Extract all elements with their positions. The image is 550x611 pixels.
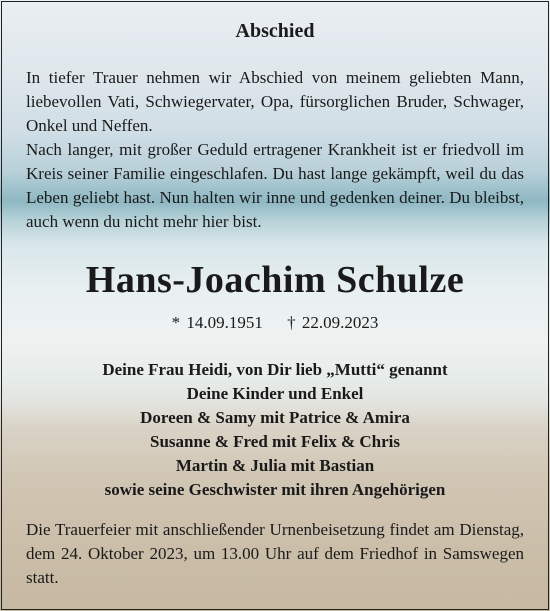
family-line: Doreen & Samy mit Patrice & Amira — [140, 408, 410, 427]
family-line: Deine Kinder und Enkel — [186, 384, 364, 403]
life-dates — [0, 313, 550, 333]
heading: Abschied — [235, 20, 315, 42]
intro-paragraph-1: In tiefer Trauer nehmen wir Abschied von meinem geliebten Mann, liebevollen Vati, Schwiegervater, Opa, fürsorglichen Bruder, Schwager, Onkel und Neffen. — [26, 68, 524, 135]
family-list — [0, 358, 550, 502]
deceased-name: Hans-Joachim Schulze — [85, 259, 465, 301]
family-line: Deine Frau Heidi, von Dir lieb „Mutti“ genannt — [102, 360, 448, 379]
birth-date: * 14.09.1951 — [171, 313, 263, 332]
family-line: Susanne & Fred mit Felix & Chris — [150, 432, 400, 451]
intro-text — [26, 66, 524, 234]
death-date: † 22.09.2023 — [287, 313, 379, 332]
funeral-notice: Die Trauerfeier mit anschließender Urnenbeisetzung findet am Dienstag, dem 24. Oktober 2023, um 13.00 Uhr auf dem Friedhof in Samswegen statt. — [26, 520, 524, 587]
intro-paragraph-2: Nach langer, mit großer Geduld ertragener Krankheit ist er friedvoll im Kreis seiner Familie eingeschlafen. Du hast lange gekämpft, weil du das Leben geliebt hast. Nun halten wir inne und gedenken deiner. Du bleibst, auch wenn du nicht mehr hier bist. — [26, 140, 524, 231]
family-line: Martin & Julia mit Bastian — [175, 456, 375, 475]
family-line: sowie seine Geschwister mit ihren Angehörigen — [104, 480, 446, 499]
